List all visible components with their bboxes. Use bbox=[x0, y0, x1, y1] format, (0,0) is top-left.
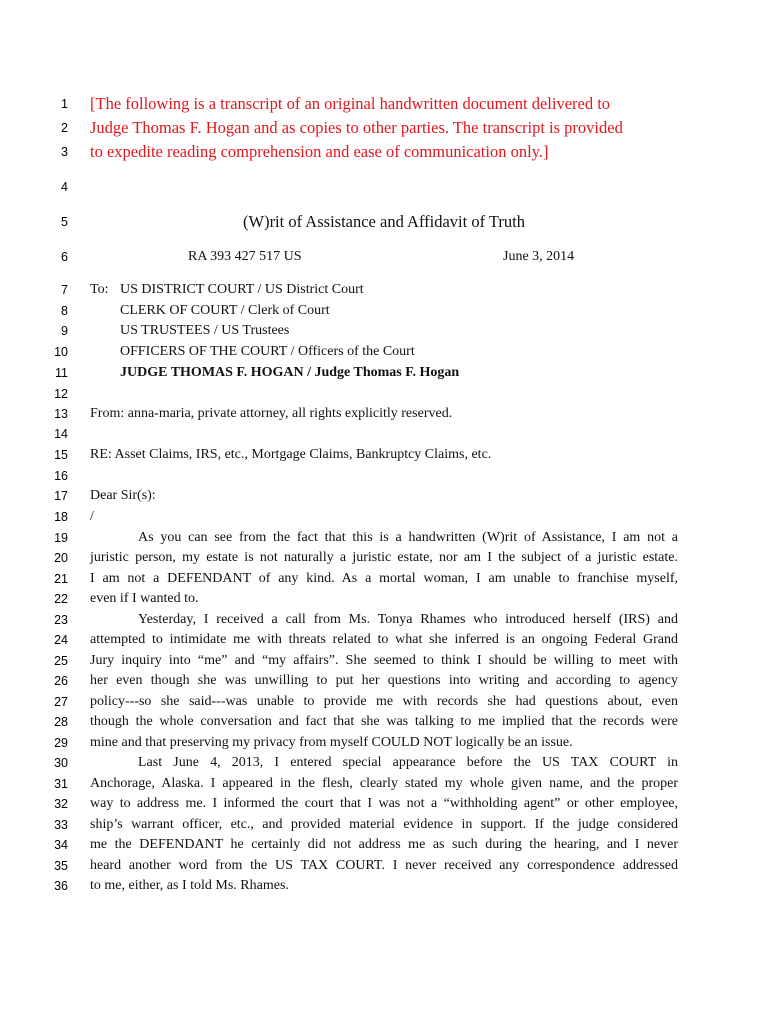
body-line: heard another word from the US TAX COURT. I never received any correspondence addressed bbox=[90, 858, 678, 873]
recipient: OFFICERS OF THE COURT / Officers of the Court bbox=[120, 344, 415, 359]
line-number: 1 bbox=[61, 97, 68, 111]
body-line: Yesterday, I received a call from Ms. Tonya Rhames who introduced herself (IRS) and bbox=[138, 612, 678, 627]
line-number: 22 bbox=[54, 592, 68, 606]
to-label: To: bbox=[90, 282, 109, 297]
body-line: juristic person, my estate is not naturally a juristic estate, nor am I the subject of a juristic estate. bbox=[90, 550, 678, 565]
body-line: her even though she was unwilling to put her questions into writing and according to agency bbox=[90, 673, 678, 688]
line-number: 10 bbox=[54, 345, 68, 359]
line-number: 19 bbox=[54, 531, 68, 545]
recipient: CLERK OF COURT / Clerk of Court bbox=[120, 303, 330, 318]
slash-mark: / bbox=[90, 509, 94, 524]
recipient: US TRUSTEES / US Trustees bbox=[120, 323, 290, 338]
line-number: 2 bbox=[61, 121, 68, 135]
line-number: 36 bbox=[54, 879, 68, 893]
line-number: 23 bbox=[54, 613, 68, 627]
from-line: From: anna-maria, private attorney, all rights explicitly reserved. bbox=[90, 406, 453, 421]
line-number: 29 bbox=[54, 736, 68, 750]
line-number: 28 bbox=[54, 715, 68, 729]
line-number: 8 bbox=[61, 304, 68, 318]
header-note-line: Judge Thomas F. Hogan and as copies to other parties. The transcript is provided bbox=[90, 118, 623, 137]
header-note-line: to expedite reading comprehension and ease of communication only.] bbox=[90, 142, 549, 161]
line-number: 16 bbox=[54, 469, 68, 483]
line-number: 32 bbox=[54, 797, 68, 811]
line-number: 12 bbox=[54, 387, 68, 401]
line-number: 14 bbox=[54, 427, 68, 441]
re-line: RE: Asset Claims, IRS, etc., Mortgage Claims, Bankruptcy Claims, etc. bbox=[90, 447, 492, 462]
body-line: though the whole conversation and fact that she was talking to me implied that the records were bbox=[90, 714, 678, 729]
body-line: Jury inquiry into “me” and “my affairs”. She seemed to think I should be willing to meet with bbox=[90, 653, 678, 668]
line-number: 25 bbox=[54, 654, 68, 668]
line-number: 15 bbox=[54, 448, 68, 462]
body-line: I am not a DEFENDANT of any kind. As a mortal woman, I am unable to franchise myself, bbox=[90, 571, 678, 586]
line-number: 20 bbox=[54, 551, 68, 565]
body-line: to me, either, as I told Ms. Rhames. bbox=[90, 878, 289, 893]
recipient: US DISTRICT COURT / US District Court bbox=[120, 282, 364, 297]
body-line: mine and that preserving my privacy from myself COULD NOT logically be an issue. bbox=[90, 735, 573, 750]
line-number: 4 bbox=[61, 180, 68, 194]
header-note-line: [The following is a transcript of an original handwritten document delivered to bbox=[90, 94, 611, 113]
line-number: 9 bbox=[61, 324, 68, 338]
document-date: June 3, 2014 bbox=[503, 249, 575, 264]
recipient-judge: JUDGE THOMAS F. HOGAN / Judge Thomas F. Hogan bbox=[120, 365, 460, 380]
line-number: 13 bbox=[54, 407, 68, 421]
body-line: Anchorage, Alaska. I appeared in the flesh, clearly stated my whole given name, and the proper bbox=[90, 776, 678, 791]
line-number: 30 bbox=[54, 756, 68, 770]
salutation: Dear Sir(s): bbox=[90, 488, 156, 503]
line-number: 27 bbox=[54, 695, 68, 709]
line-number: 6 bbox=[61, 250, 68, 264]
body-line: policy---so she said---was unable to provide me with records she had questions about, even bbox=[90, 694, 678, 709]
line-number: 7 bbox=[61, 283, 68, 297]
tracking-number: RA 393 427 517 US bbox=[188, 249, 302, 264]
line-number: 3 bbox=[61, 145, 68, 159]
body-line: As you can see from the fact that this is a handwritten (W)rit of Assistance, I am not a bbox=[138, 530, 678, 545]
body-line: way to address me. I informed the court that I was not a “withholding agent” or other employee, bbox=[90, 796, 678, 811]
line-number: 34 bbox=[54, 838, 68, 852]
body-line: Last June 4, 2013, I entered special appearance before the US TAX COURT in bbox=[138, 755, 678, 770]
line-number: 24 bbox=[54, 633, 68, 647]
line-number: 33 bbox=[54, 818, 68, 832]
line-number: 21 bbox=[54, 572, 68, 586]
line-number: 26 bbox=[54, 674, 68, 688]
document-title: (W)rit of Assistance and Affidavit of Truth bbox=[243, 212, 525, 231]
line-number: 35 bbox=[54, 859, 68, 873]
line-number: 18 bbox=[54, 510, 68, 524]
body-line: me the DEFENDANT he certainly did not address me as such during the hearing, and I never bbox=[90, 837, 678, 852]
line-number: 5 bbox=[61, 215, 68, 229]
body-line: ship’s warrant officer, etc., and provided material evidence in support. If the judge considered bbox=[90, 817, 678, 832]
line-number: 31 bbox=[54, 777, 68, 791]
body-line: attempted to intimidate me with threats related to what she inferred is an ongoing Federal Grand bbox=[90, 632, 678, 647]
line-number: 17 bbox=[54, 489, 68, 503]
line-number: 11 bbox=[55, 366, 68, 380]
body-line: even if I wanted to. bbox=[90, 591, 199, 606]
